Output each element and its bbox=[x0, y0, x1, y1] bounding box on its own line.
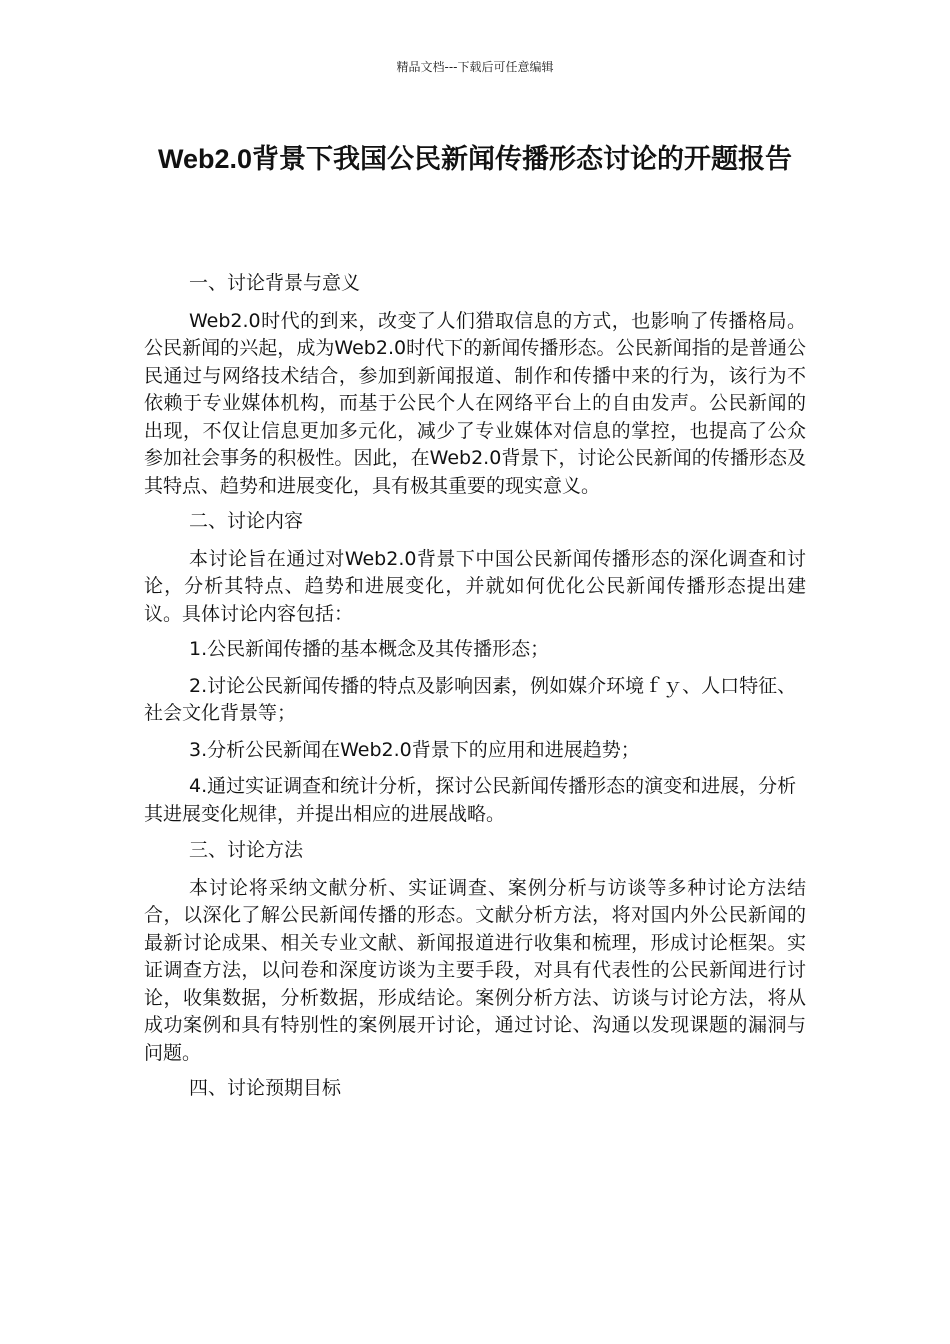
section-heading-content: 二、讨论内容 bbox=[189, 510, 304, 532]
paragraph-background: Web2.0时代的到来，改变了人们猎取信息的方式，也影响了传播格局。公民新闻的兴起，成为Web2.0时代下的新闻传播形态。公民新闻指的是普通公民通过与网络技术结合，参加到新闻报道、制作和传播中来的行为，该行为不依赖于专业媒体机构，而基于公民个人在网络平台上的自由发声。公民新闻的出现，不仅让信息更加多元化，减少了专业媒体对信息的掌控，也提高了公众参加社会事务的积极性。因此，在Web2.0背景下，讨论公民新闻的传播形态及其特点、趋势和进展变化，具有极其重要的现实意义。 bbox=[144, 309, 806, 497]
list-item: 2.讨论公民新闻传播的特点及影响因素，例如媒介环境ｆｙ、人口特征、社会文化背景等； bbox=[144, 674, 797, 724]
paragraph-methods: 本讨论将采纳文献分析、实证调查、案例分析与访谈等多种讨论方法结合，以深化了解公民新闻传播的形态。文献分析方法，将对国内外公民新闻的最新讨论成果、相关专业文献、新闻报道进行收集和梳理，形成讨论框架。实证调查方法，以问卷和深度访谈为主要手段，对具有代表性的公民新闻进行讨论，收集数据，分析数据，形成结论。案例分析方法、访谈与讨论方法，将从成功案例和具有特别性的案例展开讨论，通过讨论、沟通以发现课题的漏洞与问题。 bbox=[144, 876, 806, 1064]
section-heading-background: 一、讨论背景与意义 bbox=[189, 272, 361, 294]
list-item: 3.分析公民新闻在Web2.0背景下的应用和进展趋势； bbox=[189, 738, 640, 761]
list-item: 1.公民新闻传播的基本概念及其传播形态； bbox=[189, 638, 550, 660]
list-item: 4.通过实证调查和统计分析，探讨公民新闻传播形态的演变和进展，分析其进展变化规律，并提出相应的进展战略。 bbox=[144, 775, 797, 825]
section-heading-methods: 三、讨论方法 bbox=[189, 839, 304, 861]
section-heading-goals: 四、讨论预期目标 bbox=[189, 1077, 342, 1099]
header-note: 精品文档---下载后可任意编辑 bbox=[396, 60, 554, 74]
paragraph-content: 本讨论旨在通过对Web2.0背景下中国公民新闻传播形态的深化调查和讨论，分析其特点、趋势和进展变化，并就如何优化公民新闻传播形态提出建议。具体讨论内容包括： bbox=[144, 547, 806, 625]
document-body bbox=[144, 270, 806, 1113]
document-title: Web2.0背景下我国公民新闻传播形态讨论的开题报告 bbox=[157, 144, 793, 174]
